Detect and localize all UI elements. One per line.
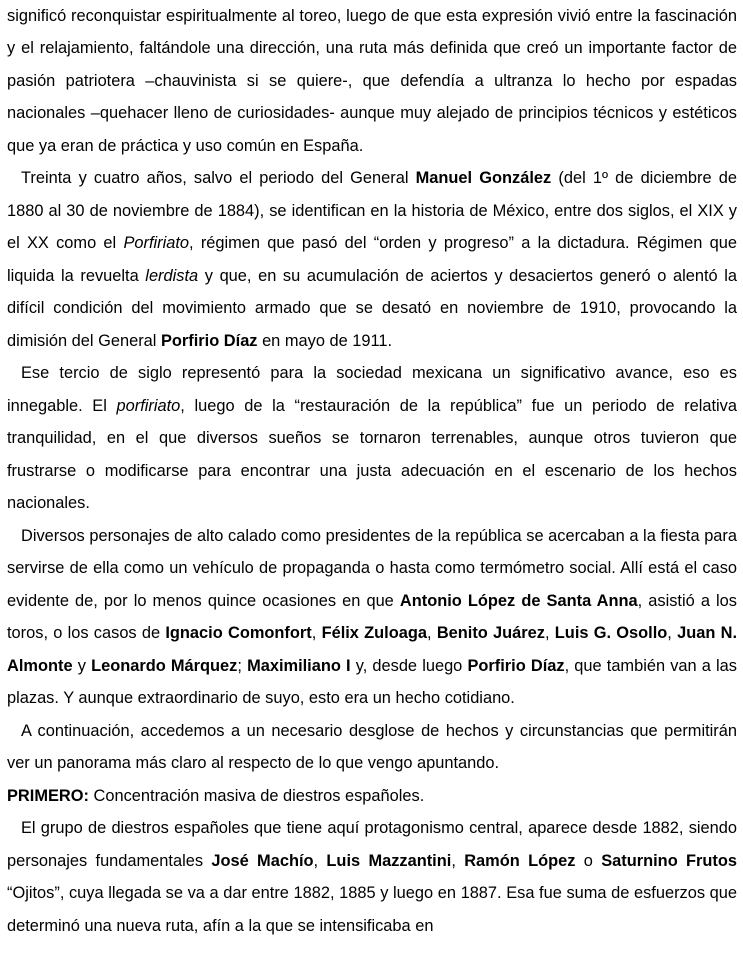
- italic-term: porfiriato: [116, 396, 181, 415]
- text-run: ,: [544, 624, 555, 642]
- person-name: José Machío: [211, 851, 314, 870]
- text-run: “Ojitos”, cuya llegada se va a dar entre 1882, 1885 y luego en 1887. Esa fue suma de esfuerzos que determinó una nueva ruta, afín a la que se intensificaba en: [7, 884, 737, 935]
- paragraph-tercio-de-siglo: [7, 357, 737, 520]
- text-run: significó reconquistar espiritualmente al toreo, luego de que esta expresión vivió entre la fascinación y el relajamiento, faltándole una dirección, una ruta más definida que creó un importante factor de pasión patriotera –chauvinista si se quiere-, que defendía a ultranza lo hecho por espadas nacionales –quehacer lleno de curiosidades- aunque muy alejado de principios técnicos y estéticos que ya eran de práctica y uso común en España.: [7, 6, 737, 155]
- paragraph-porfiriato: [7, 162, 737, 357]
- text-run: Diversos personajes de alto calado como presidentes de la república se acercaban a la fiesta para servirse de ella como un vehículo de propaganda o hasta como termómetro social. Allí está el caso evidente de, por lo menos quince ocasiones en que: [7, 526, 737, 610]
- text-run: y, desde luego: [350, 656, 468, 675]
- section-label: PRIMERO:: [7, 786, 89, 805]
- paragraph-diestros: [7, 812, 737, 942]
- person-name: Ignacio Comonfort: [165, 624, 312, 642]
- document-page: [7, 0, 737, 942]
- text-run: (del 1º de diciembre de 1880 al 30 de noviembre de 1884), se identifican en la historia de México, entre dos siglos, el XIX y el XX como el: [7, 169, 738, 252]
- italic-term: Porfiriato: [123, 234, 190, 252]
- text-run: Treinta y cuatro años, salvo el periodo del General: [21, 169, 416, 187]
- text-run: ,: [667, 624, 678, 642]
- paragraph-desglose: [7, 715, 737, 780]
- person-name: Porfirio Díaz: [160, 331, 258, 350]
- text-run: , luego de la “restauración de la república” fue un periodo de relativa tranquilidad, en el que diversos sueños se tornaron terrenables, aunque otros tuvieron que frustrarse o modificarse para encontrar una justa adecuación en el escenario de los hechos nacionales.: [7, 396, 737, 512]
- text-run: ,: [313, 851, 327, 870]
- text-run: Ese tercio de siglo representó para la sociedad mexicana un significativo avance, eso es innegable. El: [7, 364, 737, 415]
- person-name: Benito Juárez: [436, 624, 545, 642]
- paragraph-personajes: [7, 520, 737, 715]
- text-run: ,: [427, 624, 437, 642]
- text-run: El grupo de diestros españoles que tiene aquí protagonismo central, aparece desde 1882, siendo personajes fundamentales: [7, 819, 737, 870]
- person-name: Luis G. Osollo: [554, 624, 668, 642]
- text-run: , que también van a las plazas. Y aunque extraordinario de suyo, esto era un hecho cotidiano.: [7, 656, 737, 707]
- person-name: Luis Mazzantini: [326, 851, 452, 870]
- person-name: Juan N. Almonte: [7, 624, 738, 675]
- text-run: y: [72, 656, 92, 675]
- text-run: ;: [237, 656, 248, 675]
- text-run: y que, en su acumulación de aciertos y desaciertos generó o alentó la difícil condición del movimiento armado que se desató en noviembre de 1910, provocando la dimisión del General: [7, 266, 737, 350]
- text-run: A continuación, accedemos a un necesario desglose de hechos y circunstancias que permitirán ver un panorama más claro al respecto de lo que vengo apuntando.: [7, 721, 737, 772]
- person-name: Félix Zuloaga: [321, 624, 427, 642]
- text-run: en mayo de 1911.: [257, 331, 393, 350]
- text-run: o: [575, 851, 602, 870]
- person-name: Manuel González: [415, 169, 552, 187]
- italic-term: lerdista: [145, 266, 199, 285]
- person-name: Maximiliano I: [247, 656, 351, 675]
- text-run: , régimen que pasó del “orden y progreso” a la dictadura. Régimen que liquida la revuelta: [7, 234, 737, 285]
- person-name: Antonio López de Santa Anna: [399, 591, 638, 610]
- text-run: ,: [451, 851, 465, 870]
- section-heading-primero: [7, 780, 737, 813]
- person-name: Leonardo Márquez: [91, 656, 238, 675]
- person-name: Saturnino Frutos: [601, 851, 738, 870]
- text-run: , asistió a los toros, o los casos de: [7, 591, 737, 642]
- section-title: Concentración masiva de diestros españoles.: [88, 786, 425, 805]
- paragraph-intro: [7, 0, 737, 162]
- person-name: Ramón López: [464, 851, 576, 870]
- person-name: Porfirio Díaz: [467, 656, 565, 675]
- text-run: ,: [311, 624, 322, 642]
